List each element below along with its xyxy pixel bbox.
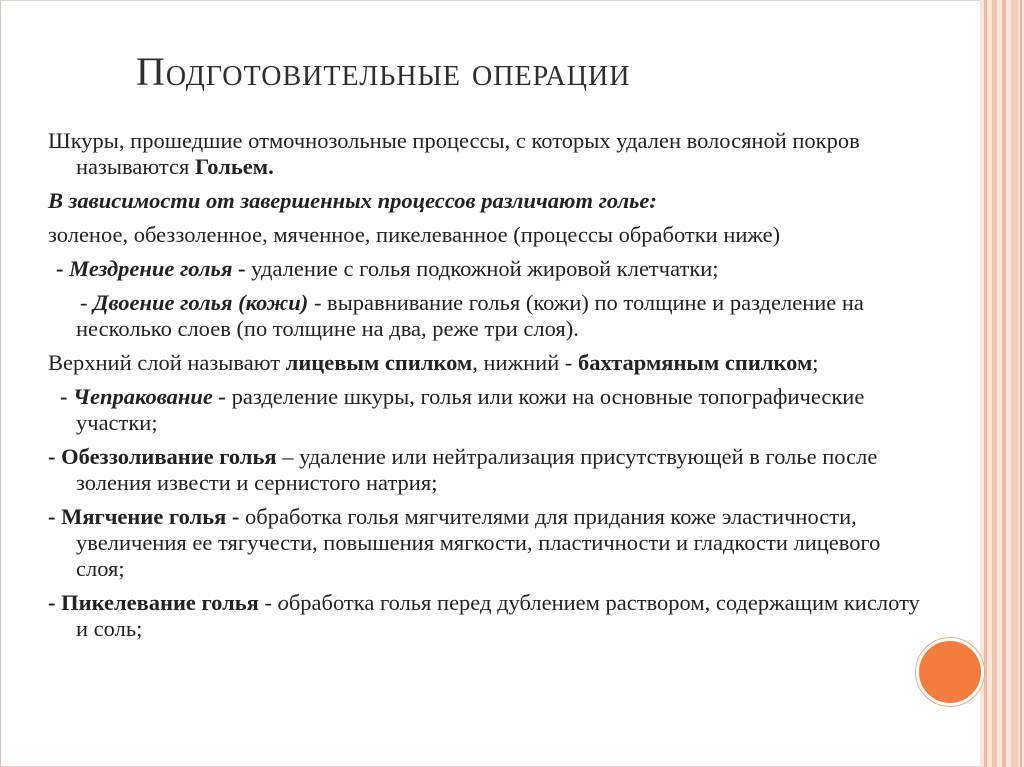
item-dash: -: [232, 256, 252, 281]
paragraph-text: , нижний -: [472, 350, 579, 375]
decorative-stripes: [980, 0, 1024, 767]
paragraph-text: Верхний слой называют: [48, 350, 286, 375]
term-myagchenie: - Мягчение голья -: [48, 504, 246, 529]
term-pikelevanie: - Пикелевание голья: [48, 590, 259, 615]
paragraph-spilok: [48, 350, 928, 376]
stripe: [1002, 0, 1006, 767]
term-bakhtarmyany-spilok: бахтармяным спилком: [578, 350, 813, 375]
stripe: [992, 0, 997, 767]
item-dash: -: [60, 384, 74, 409]
item-text: бработка голья перед дублением раствором, содержащим кислоту и соль;: [76, 590, 920, 641]
slide-title: Подготовительные операции: [136, 49, 631, 94]
paragraph-text: Шкуры, прошедшие отмочнозольные процессы, с которых удален волосяной покров называются: [48, 128, 860, 179]
item-text: удаление с голья подкожной жировой клетчатки;: [251, 256, 719, 281]
item-dash: - в: [308, 290, 338, 315]
item-dash: -: [80, 290, 94, 315]
paragraph-golye-definition: [48, 128, 928, 180]
stripe: [1020, 0, 1022, 767]
orange-circle-decoration: [916, 638, 984, 706]
item-mezdrenie: [48, 256, 928, 282]
term-obezzolivanie: - Обеззоливание голья: [48, 444, 277, 469]
item-dash: -: [56, 256, 70, 281]
item-text: о: [277, 590, 289, 615]
item-text: обработка голья мягчителями для придания коже эластичности, увеличения ее тягучести, повышения мягкости, пластичности и гладкости лицевого слоя;: [76, 504, 881, 581]
item-myagchenie: [48, 504, 928, 582]
stripe: [1011, 0, 1018, 767]
term-litsevoy-spilok: лицевым спилком: [285, 350, 473, 375]
paragraph-golye-types: [48, 222, 928, 248]
item-text: разделение шкуры, голья или кожи на основные топографические участки;: [76, 384, 865, 435]
classification-heading: В зависимости от завершенных процессов различают голье:: [48, 188, 657, 213]
item-text: – удаление или нейтрализация присутствующей в голье после золения извести и сернистого натрия;: [76, 444, 878, 495]
term-mezdrenie: Мездрение голья: [69, 256, 233, 281]
item-pikelevanie: [48, 590, 928, 642]
item-dvoenie: [48, 290, 928, 342]
item-obezzolivanie: [48, 444, 928, 496]
item-cheprakovanie: [48, 384, 928, 436]
paragraph-text: ;: [812, 350, 819, 375]
term-dvoenie: Двоение голья (кожи): [93, 290, 309, 315]
stripe: [984, 0, 987, 767]
term-cheprakovanie: Чепракование -: [73, 384, 232, 409]
paragraph-text: золеное, обеззоленное, мяченное, пикелеванное (процессы обработки ниже): [48, 222, 781, 247]
slide-body: [48, 128, 928, 642]
term-golye: Гольем.: [194, 154, 274, 179]
item-text: ыравнивание голья (кожи) по толщине и разделение на несколько слоев (по толщине на два, реже три слоя).: [76, 290, 864, 341]
item-dash: -: [258, 590, 278, 615]
paragraph-classification: [48, 188, 928, 214]
